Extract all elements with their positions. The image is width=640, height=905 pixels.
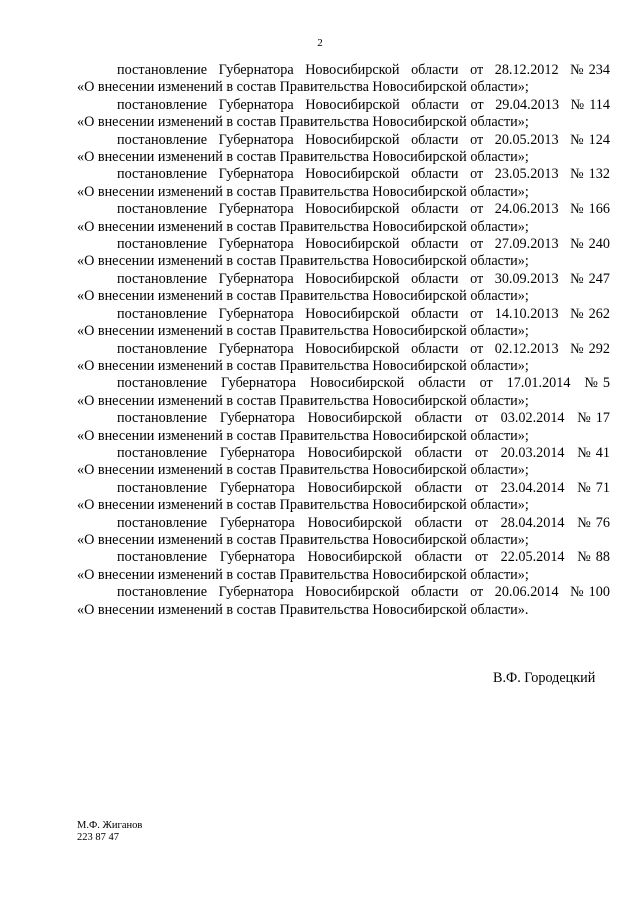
- resolution-date: 22.05.2014: [500, 549, 565, 566]
- resolution-number-value: 71: [595, 479, 610, 496]
- list-item: [77, 201, 610, 236]
- resolution-date: 28.04.2014: [500, 514, 565, 531]
- word-ot: от: [470, 270, 484, 287]
- number-sign: №: [570, 236, 584, 253]
- resolution-heading-line: [77, 341, 610, 358]
- word-gubernatora: Губернатора: [219, 549, 295, 566]
- word-postanovlenie: постановление: [117, 166, 208, 183]
- resolution-title: «О внесении изменений в состав Правительства Новосибирской области»;: [77, 149, 529, 166]
- word-ot: от: [470, 166, 484, 183]
- word-postanovlenie: постановление: [117, 584, 208, 601]
- resolution-number: [570, 341, 610, 358]
- list-item: [77, 166, 610, 201]
- resolution-number: [584, 375, 610, 392]
- word-gubernatora: Губернатора: [218, 62, 294, 78]
- word-ot: от: [474, 410, 488, 427]
- resolution-date: 20.05.2013: [494, 131, 559, 148]
- resolution-heading-line: [77, 132, 610, 149]
- resolution-heading-line: [77, 549, 610, 566]
- number-sign: №: [570, 96, 585, 113]
- resolutions-list: [77, 62, 610, 619]
- list-item: [77, 341, 610, 376]
- resolution-number-value: 262: [588, 305, 610, 322]
- page-number: 2: [317, 37, 323, 49]
- word-postanovlenie: постановление: [117, 236, 208, 253]
- word-oblasti: области: [411, 340, 459, 357]
- word-postanovlenie: постановление: [117, 410, 208, 427]
- word-novosibirskoy: Новосибирской: [305, 270, 400, 287]
- resolution-number-value: 124: [588, 131, 610, 148]
- word-oblasti: области: [411, 236, 459, 253]
- resolution-heading-line: [77, 236, 610, 253]
- word-gubernatora: Губернатора: [218, 305, 294, 322]
- word-postanovlenie: постановление: [117, 375, 208, 392]
- word-oblasti: области: [411, 166, 459, 183]
- word-gubernatora: Губернатора: [219, 479, 295, 496]
- number-sign: №: [570, 584, 584, 601]
- word-postanovlenie: постановление: [117, 270, 208, 287]
- word-oblasti: области: [414, 410, 463, 427]
- list-item: [77, 445, 610, 480]
- signature: В.Ф. Городецкий: [493, 670, 596, 686]
- resolution-number-value: 114: [589, 96, 610, 113]
- executor-phone: 223 87 47: [77, 832, 119, 843]
- word-novosibirskoy: Новосибирской: [305, 201, 400, 218]
- list-item: [77, 62, 610, 97]
- resolution-date: 14.10.2013: [494, 305, 559, 322]
- resolution-number: [570, 236, 610, 253]
- resolution-number-value: 76: [595, 514, 610, 531]
- list-item: [77, 97, 610, 132]
- resolution-title: «О внесении изменений в состав Правительства Новосибирской области»;: [77, 531, 529, 548]
- word-gubernatora: Губернатора: [219, 514, 295, 531]
- word-gubernatora: Губернатора: [218, 131, 294, 148]
- word-oblasti: области: [411, 584, 459, 601]
- resolution-title: «О внесении изменений в состав Правительства Новосибирской области»;: [77, 218, 529, 235]
- word-ot: от: [479, 375, 493, 392]
- word-novosibirskoy: Новосибирской: [305, 236, 400, 253]
- word-oblasti: области: [414, 549, 463, 566]
- word-novosibirskoy: Новосибирской: [305, 340, 400, 357]
- resolution-title: «О внесении изменений в состав Правительства Новосибирской области»;: [77, 392, 529, 409]
- resolution-heading-line: [77, 584, 610, 601]
- resolution-number-value: 234: [588, 62, 610, 78]
- word-ot: от: [474, 549, 488, 566]
- resolution-title: «О внесении изменений в состав Правительства Новосибирской области»;: [77, 114, 529, 131]
- word-ot: от: [470, 340, 484, 357]
- word-gubernatora: Губернатора: [218, 236, 294, 253]
- number-sign: №: [570, 305, 584, 322]
- resolution-number: [577, 410, 610, 427]
- resolution-date: 02.12.2013: [494, 340, 559, 357]
- word-postanovlenie: постановление: [117, 549, 208, 566]
- resolution-number: [577, 480, 610, 497]
- resolution-number-value: 247: [588, 270, 610, 287]
- resolution-number-value: 132: [588, 166, 610, 183]
- number-sign: №: [570, 62, 584, 78]
- resolution-date: 23.05.2013: [494, 166, 559, 183]
- resolution-heading-line: [77, 306, 610, 323]
- resolution-heading-line: [77, 62, 610, 79]
- resolution-title: «О внесении изменений в состав Правительства Новосибирской области»;: [77, 357, 529, 374]
- resolution-date: 17.01.2014: [506, 375, 571, 392]
- resolution-title: «О внесении изменений в состав Правительства Новосибирской области»;: [77, 323, 529, 340]
- resolution-number-value: 5: [602, 375, 610, 392]
- word-novosibirskoy: Новосибирской: [307, 410, 402, 427]
- word-gubernatora: Губернатора: [218, 166, 294, 183]
- word-novosibirskoy: Новосибирской: [307, 479, 402, 496]
- resolution-heading-line: [77, 375, 610, 392]
- word-gubernatora: Губернатора: [219, 410, 295, 427]
- number-sign: №: [577, 410, 591, 427]
- resolution-number: [570, 271, 610, 288]
- resolution-title: «О внесении изменений в состав Правительства Новосибирской области»;: [77, 427, 529, 444]
- executor-name: М.Ф. Жиганов: [77, 820, 143, 831]
- resolution-title: «О внесении изменений в состав Правительства Новосибирской области»;: [77, 566, 529, 583]
- resolution-number: [570, 584, 610, 601]
- resolution-number-value: 88: [595, 549, 610, 566]
- word-ot: от: [470, 236, 484, 253]
- resolution-number: [570, 201, 610, 218]
- resolution-date: 28.12.2012: [494, 62, 559, 78]
- number-sign: №: [570, 270, 584, 287]
- word-ot: от: [470, 584, 484, 601]
- word-novosibirskoy: Новосибирской: [305, 62, 400, 78]
- resolution-heading-line: [77, 410, 610, 427]
- word-postanovlenie: постановление: [117, 444, 208, 461]
- resolution-number: [571, 97, 610, 114]
- word-oblasti: области: [414, 444, 463, 461]
- resolution-heading-line: [77, 97, 610, 114]
- number-sign: №: [570, 201, 584, 218]
- word-ot: от: [470, 201, 484, 218]
- number-sign: №: [577, 479, 591, 496]
- resolution-heading-line: [77, 515, 610, 532]
- word-novosibirskoy: Новосибирской: [307, 514, 402, 531]
- number-sign: №: [577, 444, 591, 461]
- resolution-title: «О внесении изменений в состав Правительства Новосибирской области»;: [77, 79, 529, 96]
- word-ot: от: [470, 131, 484, 148]
- word-gubernatora: Губернатора: [218, 201, 294, 218]
- word-novosibirskoy: Новосибирской: [307, 444, 402, 461]
- resolution-number: [577, 445, 610, 462]
- word-oblasti: области: [411, 96, 459, 113]
- list-item: [77, 236, 610, 271]
- word-novosibirskoy: Новосибирской: [305, 305, 400, 322]
- number-sign: №: [577, 514, 591, 531]
- word-gubernatora: Губернатора: [218, 96, 294, 113]
- word-gubernatora: Губернатора: [219, 444, 295, 461]
- word-novosibirskoy: Новосибирской: [305, 96, 400, 113]
- resolution-title: «О внесении изменений в состав Правительства Новосибирской области».: [77, 601, 529, 618]
- word-gubernatora: Губернатора: [218, 270, 294, 287]
- resolution-number-value: 240: [588, 236, 610, 253]
- list-item: [77, 132, 610, 167]
- resolution-number-value: 17: [595, 410, 610, 427]
- resolution-date: 29.04.2013: [495, 96, 560, 113]
- word-ot: от: [470, 62, 484, 78]
- list-item: [77, 306, 610, 341]
- word-postanovlenie: постановление: [117, 131, 208, 148]
- word-gubernatora: Губернатора: [221, 375, 297, 392]
- word-novosibirskoy: Новосибирской: [307, 549, 402, 566]
- resolution-number: [577, 549, 610, 566]
- list-item: [77, 549, 610, 584]
- resolution-date: 27.09.2013: [494, 236, 559, 253]
- word-postanovlenie: постановление: [117, 479, 208, 496]
- resolution-date: 23.04.2014: [500, 479, 565, 496]
- number-sign: №: [570, 131, 584, 148]
- resolution-date: 30.09.2013: [494, 270, 559, 287]
- resolution-title: «О внесении изменений в состав Правительства Новосибирской области»;: [77, 497, 529, 514]
- resolution-title: «О внесении изменений в состав Правительства Новосибирской области»;: [77, 183, 529, 200]
- resolution-title: «О внесении изменений в состав Правительства Новосибирской области»;: [77, 288, 529, 305]
- word-postanovlenie: постановление: [117, 201, 208, 218]
- list-item: [77, 480, 610, 515]
- resolution-heading-line: [77, 480, 610, 497]
- number-sign: №: [570, 166, 584, 183]
- word-oblasti: области: [414, 479, 463, 496]
- resolution-heading-line: [77, 201, 610, 218]
- word-oblasti: области: [418, 375, 466, 392]
- resolution-number-value: 166: [588, 201, 610, 218]
- resolution-heading-line: [77, 166, 610, 183]
- word-novosibirskoy: Новосибирской: [305, 166, 400, 183]
- word-gubernatora: Губернатора: [218, 584, 294, 601]
- resolution-date: 20.06.2014: [494, 584, 559, 601]
- resolution-date: 24.06.2013: [494, 201, 559, 218]
- resolution-date: 20.03.2014: [500, 444, 565, 461]
- number-sign: №: [577, 549, 591, 566]
- executor-block: [77, 820, 142, 844]
- word-postanovlenie: постановление: [117, 62, 208, 78]
- resolution-number: [570, 62, 610, 79]
- word-ot: от: [470, 305, 484, 322]
- number-sign: №: [584, 375, 598, 392]
- word-postanovlenie: постановление: [117, 340, 208, 357]
- word-ot: от: [474, 479, 488, 496]
- number-sign: №: [570, 340, 584, 357]
- resolution-number-value: 292: [588, 340, 610, 357]
- list-item: [77, 271, 610, 306]
- resolution-number: [570, 306, 610, 323]
- word-postanovlenie: постановление: [117, 305, 208, 322]
- word-gubernatora: Губернатора: [218, 340, 294, 357]
- word-postanovlenie: постановление: [117, 96, 208, 113]
- list-item: [77, 584, 610, 619]
- word-oblasti: области: [411, 131, 459, 148]
- word-oblasti: области: [411, 62, 459, 78]
- word-novosibirskoy: Новосибирской: [305, 584, 400, 601]
- list-item: [77, 515, 610, 550]
- resolution-number: [577, 515, 610, 532]
- word-postanovlenie: постановление: [117, 514, 208, 531]
- list-item: [77, 410, 610, 445]
- resolution-heading-line: [77, 445, 610, 462]
- word-ot: от: [474, 514, 488, 531]
- resolution-number: [570, 166, 610, 183]
- word-oblasti: области: [411, 201, 459, 218]
- resolution-number-value: 100: [588, 584, 610, 601]
- resolution-title: «О внесении изменений в состав Правительства Новосибирской области»;: [77, 253, 529, 270]
- resolution-heading-line: [77, 271, 610, 288]
- word-ot: от: [470, 96, 484, 113]
- word-oblasti: области: [411, 305, 459, 322]
- word-oblasti: области: [414, 514, 463, 531]
- word-oblasti: области: [411, 270, 459, 287]
- resolution-number: [570, 132, 610, 149]
- resolution-date: 03.02.2014: [500, 410, 565, 427]
- resolution-number-value: 41: [595, 444, 610, 461]
- word-novosibirskoy: Новосибирской: [305, 131, 400, 148]
- resolution-title: «О внесении изменений в состав Правительства Новосибирской области»;: [77, 462, 529, 479]
- list-item: [77, 375, 610, 410]
- word-novosibirskoy: Новосибирской: [309, 375, 405, 392]
- word-ot: от: [474, 444, 488, 461]
